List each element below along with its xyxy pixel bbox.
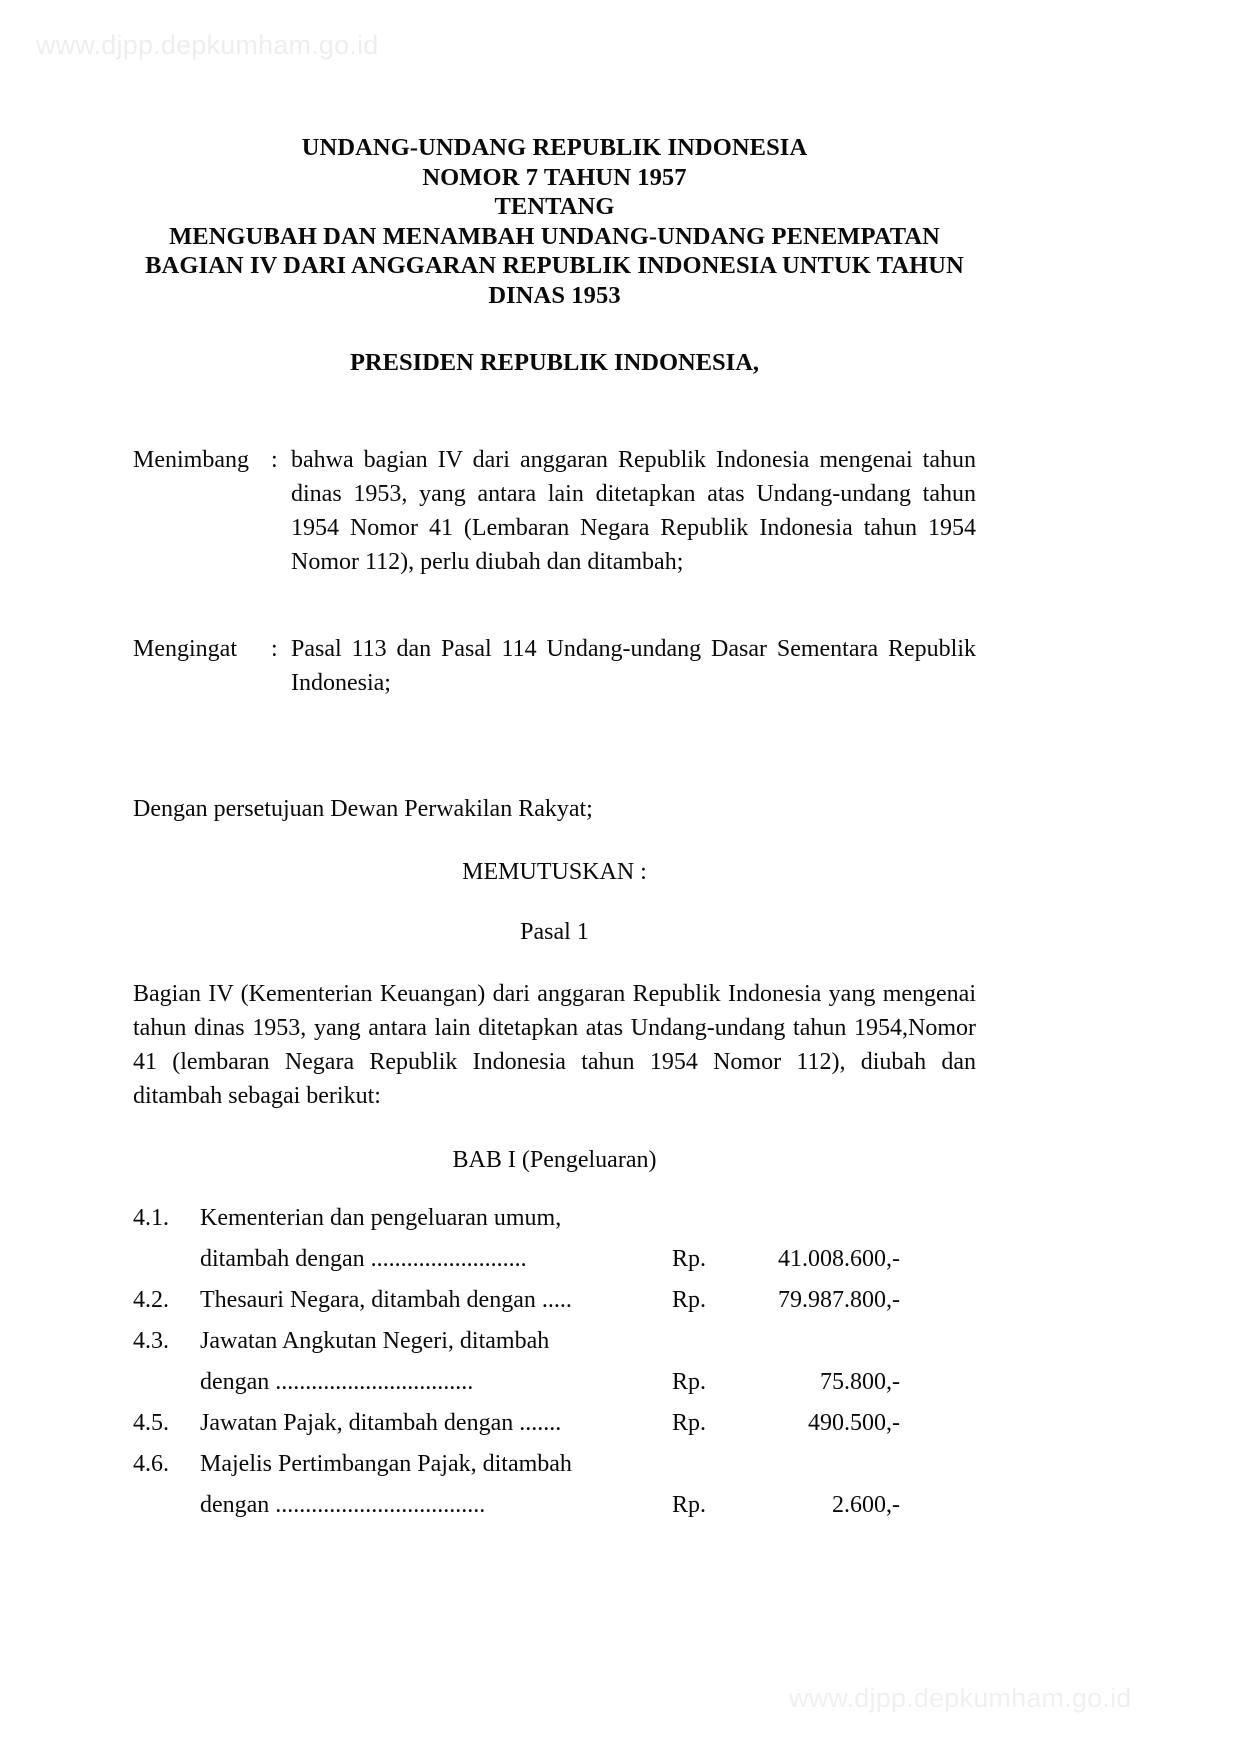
budget-row [133, 1242, 976, 1276]
budget-row [133, 1447, 976, 1481]
budget-row-number: 4.1. [133, 1205, 169, 1231]
budget-row-description: ditambah dengan .......................... [200, 1246, 527, 1272]
decides-heading: MEMUTUSKAN : [462, 859, 647, 885]
budget-list [133, 1201, 976, 1522]
budget-row-number: 4.6. [133, 1451, 169, 1477]
budget-row-description: Jawatan Pajak, ditambah dengan ....... [200, 1410, 562, 1436]
budget-row-description: dengan ................................... [200, 1492, 486, 1518]
budget-row-amount: 490.500,- [808, 1410, 900, 1436]
budget-row-currency: Rp. [672, 1492, 707, 1518]
issuing-authority: PRESIDEN REPUBLIK INDONESIA, [349, 349, 760, 376]
article-body: Bagian IV (Kementerian Keuangan) dari anggaran Republik Indonesia yang mengenai tahun dinas 1953, yang antara lain ditetapkan atas Undang-undang tahun 1954,Nomor 41 (lembaran Negara Republik Indonesia tahun 1954 Nomor 112), diubah dan ditambah sebagai berikut: [133, 981, 976, 1109]
title-line-6: DINAS 1953 [488, 281, 621, 309]
budget-row-amount: 41.008.600,- [778, 1246, 900, 1272]
budget-row-currency: Rp. [672, 1246, 707, 1272]
considerans-text: bahwa bagian IV dari anggaran Republik Indonesia mengenai tahun dinas 1953, yang antara lain ditetapkan atas Undang-undang tahun 1954 Nomor 41 (Lembaran Negara Republik Indonesia tahun 1954 Nomor 112), perlu diubah dan ditambah; [291, 447, 976, 575]
considerans-label: Menimbang [133, 447, 249, 473]
budget-row [133, 1324, 976, 1358]
article-heading: Pasal 1 [520, 919, 589, 945]
considerans-text: Pasal 113 dan Pasal 114 Undang-undang Dasar Sementara Republik Indonesia; [291, 636, 976, 696]
budget-row-description: Jawatan Angkutan Negeri, ditambah [200, 1328, 550, 1354]
considerans-colon: : [271, 636, 278, 662]
budget-row-description: Kementerian dan pengeluaran umum, [200, 1205, 562, 1231]
budget-row-currency: Rp. [672, 1287, 707, 1313]
budget-row [133, 1283, 976, 1317]
budget-row-amount: 79.987.800,- [778, 1287, 900, 1313]
title-line-3: TENTANG [494, 193, 615, 220]
considerans-mengingat [133, 632, 976, 700]
document-content [133, 0, 976, 1529]
approval-line: Dengan persetujuan Dewan Perwakilan Rakyat; [133, 796, 593, 822]
title-line-5: BAGIAN IV DARI ANGGARAN REPUBLIK INDONESIA UNTUK TAHUN [145, 252, 964, 279]
title-line-1: UNDANG-UNDANG REPUBLIK INDONESIA [301, 134, 808, 161]
budget-row-description: Thesauri Negara, ditambah dengan ..... [200, 1287, 572, 1313]
budget-row-amount: 75.800,- [820, 1369, 900, 1395]
budget-row-number: 4.3. [133, 1328, 169, 1354]
document-title [133, 133, 976, 310]
budget-row [133, 1201, 976, 1235]
watermark-top-left: www.djpp.depkumham.go.id [36, 30, 379, 60]
budget-row-number: 4.5. [133, 1410, 169, 1436]
budget-row [133, 1365, 976, 1399]
budget-row-description: Majelis Pertimbangan Pajak, ditambah [200, 1451, 572, 1477]
budget-row-description: dengan ................................. [200, 1369, 474, 1395]
budget-row [133, 1406, 976, 1440]
considerans-colon: : [271, 447, 278, 473]
considerans-label: Mengingat [133, 636, 237, 662]
watermark-bottom-right: www.djpp.depkumham.go.id [789, 1683, 1132, 1713]
budget-row-currency: Rp. [672, 1369, 707, 1395]
budget-row-currency: Rp. [672, 1410, 707, 1436]
title-line-2: NOMOR 7 TAHUN 1957 [422, 163, 687, 191]
budget-row-number: 4.2. [133, 1287, 169, 1313]
budget-row [133, 1488, 976, 1522]
title-line-4: MENGUBAH DAN MENAMBAH UNDANG-UNDANG PENEMPATAN [169, 222, 940, 250]
considerans-menimbang [133, 443, 976, 579]
chapter-heading: BAB I (Pengeluaran) [452, 1147, 657, 1173]
budget-row-amount: 2.600,- [832, 1492, 900, 1518]
